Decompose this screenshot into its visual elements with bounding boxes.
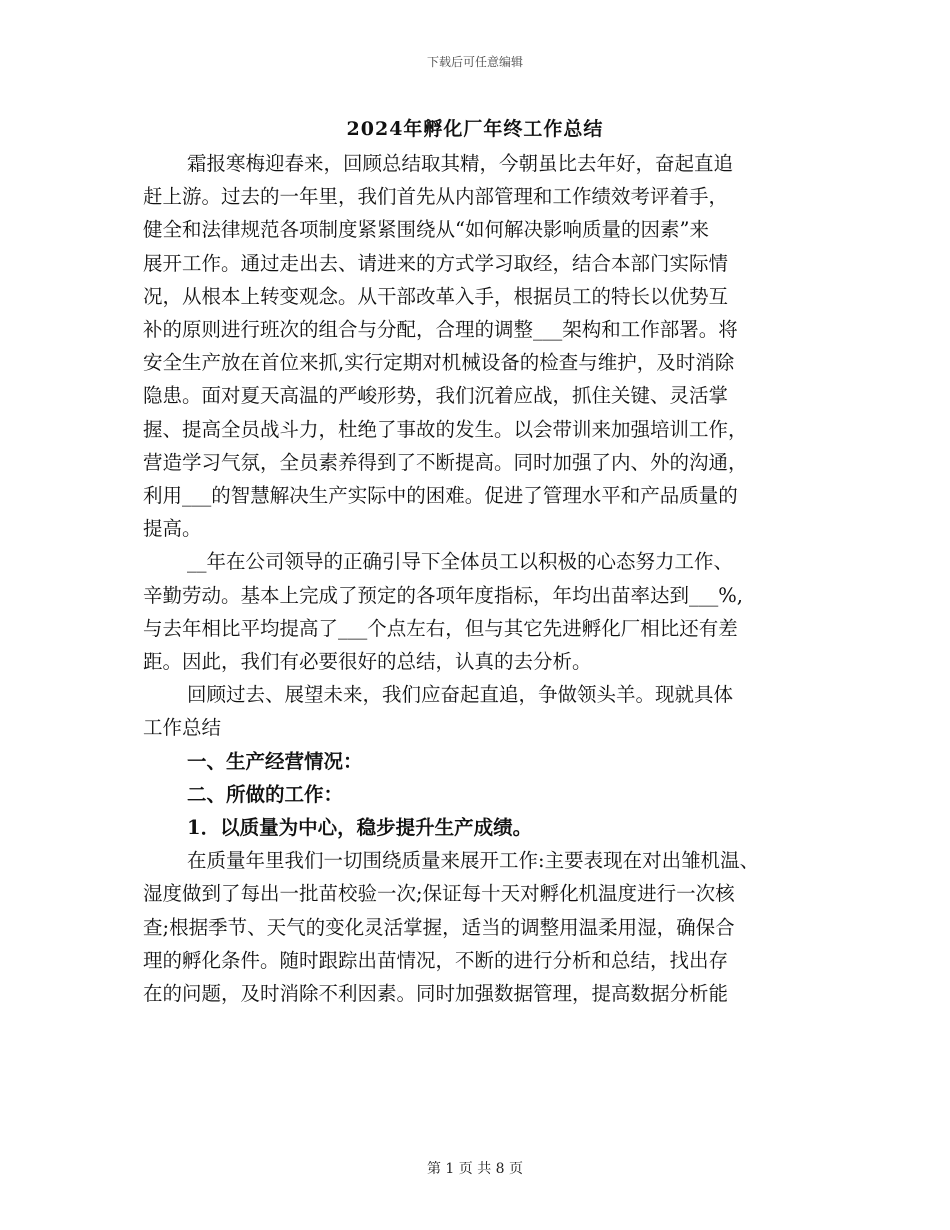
paragraph-line: 赶上游。过去的一年里，我们首先从内部管理和工作绩效考评着手， (143, 185, 729, 209)
download-editable-note: 下载后可任意编辑 (426, 55, 523, 69)
paragraph-line: 补的原则进行班次的组合与分配，合理的调整___架构和工作部署。将 (143, 318, 738, 341)
paragraph-line: 在质量年里我们一切围绕质量来展开工作:主要表现在对出雏机温、 (187, 849, 760, 873)
paragraph-line: 查;根据季节、天气的变化灵活掌握，适当的调整用温柔用湿，确保合 (143, 915, 735, 939)
paragraph-line: 霜报寒梅迎春来，回顾总结取其精，今朝虽比去年好，奋起直追 (187, 152, 734, 175)
paragraph-line: 距。因此，我们有必要很好的总结，认真的去分析。 (143, 650, 592, 673)
paragraph-line: __年在公司领导的正确引导下全体员工以积极的心态努力工作、 (187, 550, 734, 574)
paragraph-line: 在的问题，及时消除不利因素。同时加强数据管理，提高数据分析能 (143, 982, 729, 1005)
paragraph-line: 理的孵化条件。随时跟踪出苗情况，不断的进行分析和总结，找出存 (143, 948, 729, 972)
paragraph-line: 隐患。面对夏天高温的严峻形势，我们沉着应战，抓住关键、灵活掌 (143, 384, 729, 408)
paragraph-line: 况，从根本上转变观念。从干部改革入手，根据员工的特长以优势互 (143, 284, 729, 308)
paragraph-line: 湿度做到了每出一批苗校验一次;保证每十天对孵化机温度进行一次核 (143, 882, 735, 906)
section-heading-line: 二、所做的工作： (187, 782, 344, 806)
section-heading-line: 1．以质量为中心，稳步提升生产成绩。 (187, 816, 533, 839)
paragraph-line: 工作总结 (143, 716, 222, 740)
paragraph-line: 提高。 (143, 517, 202, 541)
paragraph-line: 回顾过去、展望未来，我们应奋起直追，争做领头羊。现就具体 (187, 683, 734, 707)
paragraph-line: 健全和法律规范各项制度紧紧围绕从“如何解决影响质量的因素”来 (143, 218, 709, 242)
paragraph-line: 利用___的智慧解决生产实际中的困难。促进了管理水平和产品质量的 (143, 484, 738, 507)
page-number: 第 1 页 共 8 页 (426, 1161, 524, 1177)
document-title: 2024年孵化厂年终工作总结 (346, 118, 604, 140)
paragraph-line: 安全生产放在首位来抓,实行定期对机械设备的检查与维护，及时消除 (143, 351, 735, 375)
paragraph-line: 握、提高全员战斗力，杜绝了事故的发生。以会带训来加强培训工作， (143, 417, 748, 441)
paragraph-line: 辛勤劳动。基本上完成了预定的各项年度指标，年均出苗率达到___%, (143, 583, 743, 607)
paragraph-line: 与去年相比平均提高了___个点左右，但与其它先进孵化厂相比还有差 (143, 616, 738, 640)
paragraph-line: 展开工作。通过走出去、请进来的方式学习取经，结合本部门实际情 (143, 251, 729, 275)
section-heading-line: 一、生产经营情况： (187, 749, 363, 773)
paragraph-line: 营造学习气氛，全员素养得到了不断提高。同时加强了内、外的沟通， (143, 450, 748, 474)
